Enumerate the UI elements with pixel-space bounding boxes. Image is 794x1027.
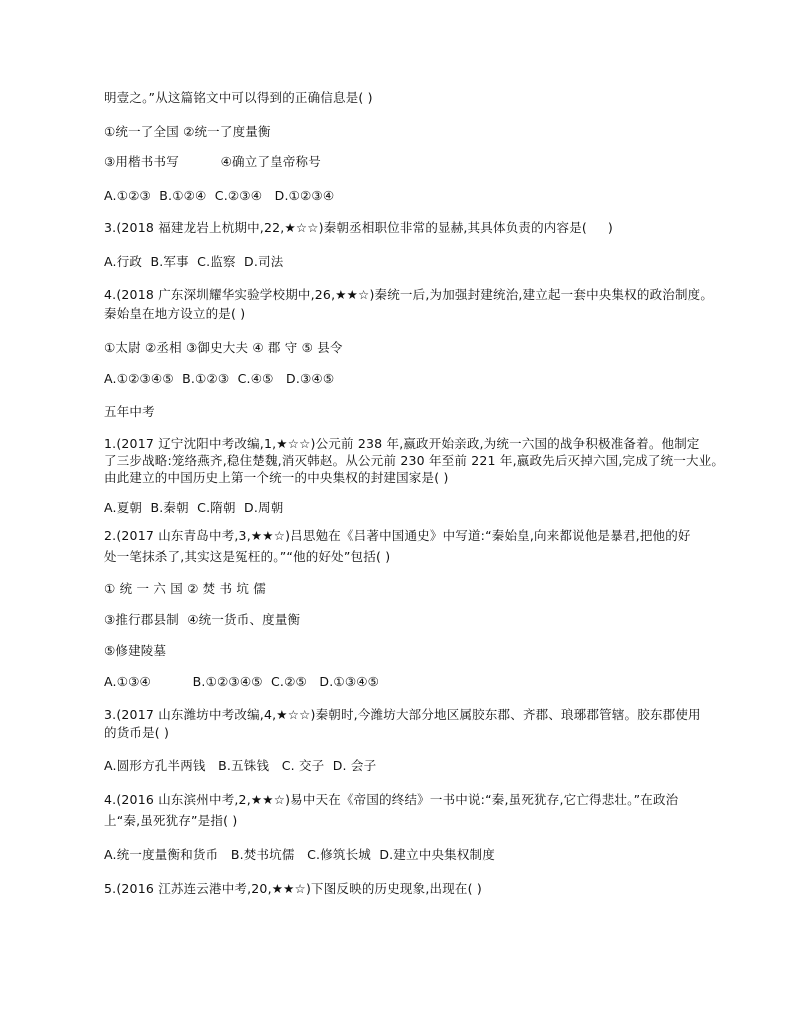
exam-question-3-continued: 的货币是( ) bbox=[104, 725, 170, 740]
answer-choices: A.①②③ B.①②④ C.②③④ D.①②③④ bbox=[104, 188, 335, 203]
option-line: ③用楷书书写 ④确立了皇帝称号 bbox=[104, 154, 321, 169]
answer-choices: A.圆形方孔半两钱 B.五铢钱 C. 交子 D. 会子 bbox=[104, 758, 377, 773]
question-4-continued: 秦始皇在地方设立的是( ) bbox=[104, 306, 246, 321]
exam-question-1: 1.(2017 辽宁沈阳中考改编,1,★☆☆)公元前 238 年,嬴政开始亲政,为统一六国的战争积极准备着。他制定 bbox=[104, 436, 700, 451]
exam-question-2-continued: 处一笔抹杀了,其实这是冤枉的。”“他的好处”包括( ) bbox=[104, 549, 391, 564]
answer-choices: A.夏朝 B.秦朝 C.隋朝 D.周朝 bbox=[104, 500, 284, 515]
inscription-question-tail: 明壹之。”从这篇铭文中可以得到的正确信息是( ) bbox=[104, 90, 373, 105]
exam-question-1-continued: 由此建立的中国历史上第一个统一的中央集权的封建国家是( ) bbox=[104, 470, 449, 485]
answer-choices: A.①③④ B.①②③④⑤ C.②⑤ D.①③④⑤ bbox=[104, 674, 380, 689]
exam-question-4: 4.(2016 山东滨州中考,2,★★☆)易中天在《帝国的终结》一书中说:“秦,虽死犹存,它亡得悲壮。”在政治 bbox=[104, 792, 679, 807]
answer-choices: A.①②③④⑤ B.①②③ C.④⑤ D.③④⑤ bbox=[104, 371, 335, 386]
option-line: ①统一了全国 ②统一了度量衡 bbox=[104, 124, 271, 139]
option-line: ⑤修建陵墓 bbox=[104, 643, 167, 658]
answer-choices: A.统一度量衡和货币 B.焚书坑儒 C.修筑长城 D.建立中央集权制度 bbox=[104, 847, 495, 862]
question-4: 4.(2018 广东深圳耀华实验学校期中,26,★★☆)秦统一后,为加强封建统治,建立起一套中央集权的政治制度。 bbox=[104, 287, 714, 302]
option-line: ① 统 一 六 国 ② 焚 书 坑 儒 bbox=[104, 581, 266, 596]
exam-question-4-continued: 上“秦,虽死犹存”是指( ) bbox=[104, 813, 238, 828]
section-heading: 五年中考 bbox=[104, 404, 155, 419]
exam-question-3: 3.(2017 山东潍坊中考改编,4,★☆☆)秦朝时,今潍坊大部分地区属胶东郡、齐郡、琅琊郡管辖。胶东郡使用 bbox=[104, 707, 701, 722]
option-line: ③推行郡县制 ④统一货币、度量衡 bbox=[104, 612, 301, 627]
answer-choices: A.行政 B.军事 C.监察 D.司法 bbox=[104, 254, 284, 269]
option-line: ①太尉 ②丞相 ③御史大夫 ④ 郡 守 ⑤ 县令 bbox=[104, 340, 343, 355]
question-3: 3.(2018 福建龙岩上杭期中,22,★☆☆)秦朝丞相职位非常的显赫,其具体负责的内容是( ) bbox=[104, 220, 613, 235]
exam-question-2: 2.(2017 山东青岛中考,3,★★☆)吕思勉在《吕著中国通史》中写道:“秦始皇,向来都说他是暴君,把他的好 bbox=[104, 528, 691, 543]
exam-question-5: 5.(2016 江苏连云港中考,20,★★☆)下图反映的历史现象,出现在( ) bbox=[104, 881, 482, 896]
exam-question-1-continued: 了三步战略:笼络燕齐,稳住楚魏,消灭韩赵。从公元前 230 年至前 221 年,嬴政先后灭掉六国,完成了统一大业。 bbox=[104, 453, 725, 468]
